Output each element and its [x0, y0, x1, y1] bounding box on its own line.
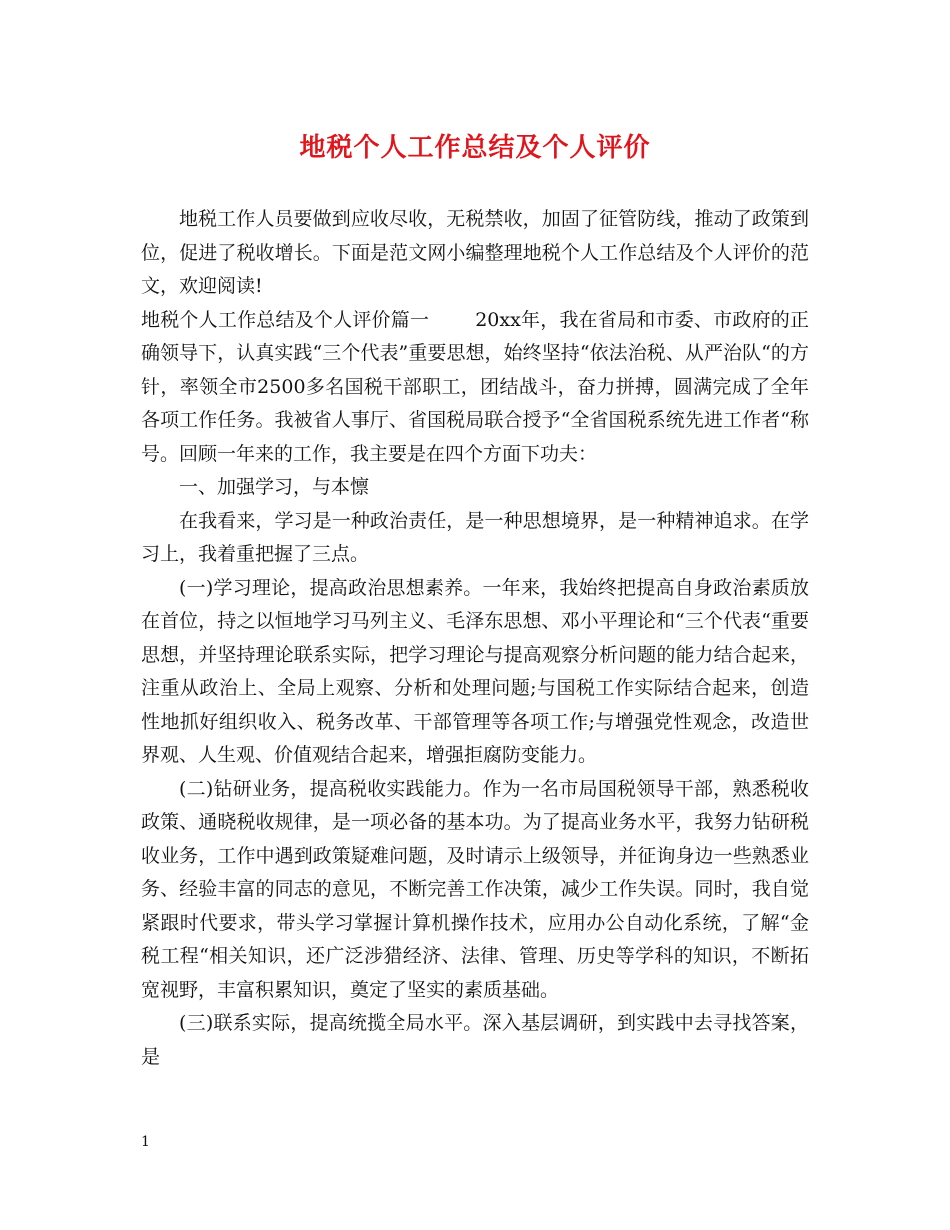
page-number: 1: [141, 1134, 150, 1150]
article-opening-text: 20xx年，我在省局和市委、市政府的正确领导下，认真实践“三个代表”重要思想，始终坚持“依法治税、从严治队“的方针，率领全市2500多名国税干部职工，团结战斗，奋力拼搏，圆满完成了全年各项工作任务。我被省人事厅、省国税局联合授予“全省国税系统先进工作者“称号。回顾一年来的工作，我主要是在四个方面下功夫：: [141, 308, 809, 465]
document-body: [141, 203, 809, 1074]
section-heading: 一、加强学习，与本懔: [179, 476, 370, 498]
body-paragraph: 在我看来，学习是一种政治责任，是一种思想境界，是一种精神追求。在学习上，我着重把握了三点。: [141, 509, 809, 565]
body-paragraph: (一)学习理论，提高政治思想素养。一年来，我始终把提高自身政治素质放在首位，持之以恒地学习马列主义、毛泽东思想、邓小平理论和“三个代表“重要思想，并坚持理论联系实际，把学习理论与提高观察分析问题的能力结合起来，注重从政治上、全局上观察、分析和处理问题;与国税工作实际结合起来，创造性地抓好组织收入、税务改革、干部管理等各项工作;与增强党性观念，改造世界观、人生观、价值观结合起来，增强拒腐防变能力。: [141, 576, 809, 766]
article-heading-paragraph: [141, 304, 809, 472]
article-heading-label: 地税个人工作总结及个人评价篇一: [141, 308, 430, 331]
body-paragraph: (二)钻研业务，提高税收实践能力。作为一名市局国税领导干部，熟悉税收政策、通晓税收规律，是一项必备的基本功。为了提高业务水平，我努力钻研税收业务，工作中遇到政策疑难问题，及时请示上级领导，并征询身边一些熟悉业务、经验丰富的同志的意见，不断完善工作决策，减少工作失误。同时，我自觉紧跟时代要求，带头学习掌握计算机操作技术，应用办公自动化系统，了解“金税工程“相关知识，还广泛涉猎经济、法律、管理、历史等学科的知识，不断拓宽视野，丰富积累知识，奠定了坚实的素质基础。: [141, 777, 809, 1001]
document-title: 地税个人工作总结及个人评价: [299, 133, 651, 163]
intro-paragraph: 地税工作人员要做到应收尽收，无税禁收，加固了征管防线，推动了政策到位，促进了税收增长。下面是范文网小编整理地税个人工作总结及个人评价的范文，欢迎阅读!: [141, 208, 809, 297]
body-paragraph: (三)联系实际，提高统揽全局水平。深入基层调研，到实践中去寻找答案，是: [141, 1012, 809, 1068]
